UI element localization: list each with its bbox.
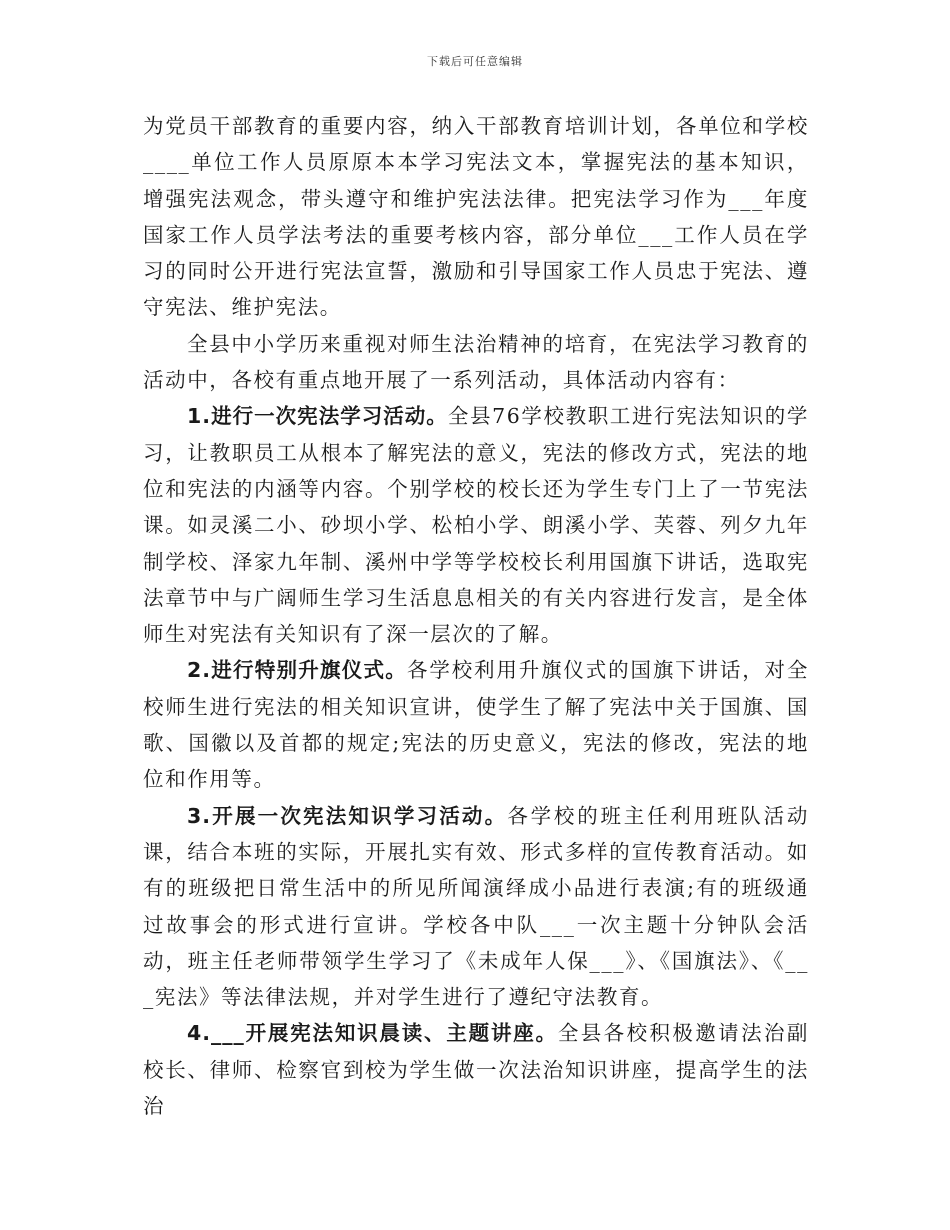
paragraph-text: 全县76学校教职工进行宪法知识的学习，让教职员工从根本了解宪法的意义，宪法的修改方式，宪法的地位和宪法的内涵等内容。个别学校的校长还为学生专门上了一节宪法课。如灵溪二小、砂坝小学、松柏小学、朗溪小学、芙蓉、列夕九年制学校、泽家九年制、溪州中学等学校校长利用国旗下讲话，选取宪法章节中与广阔师生学习生活息息相关的有关内容进行发言，是全体师生对宪法有关知识有了深一层次的了解。 [143,404,809,647]
paragraph-text: 全县中小学历来重视对师生法治精神的培育，在宪法学习教育的活动中，各校有重点地开展了一系列活动，具体活动内容有： [143,331,809,393]
paragraph-text: 为党员干部教育的重要内容，纳入干部教育培训计划，各单位和学校____单位工作人员原原本本学习宪法文本，掌握宪法的基本知识，增强宪法观念，带头遵守和维护宪法法律。把宪法学习作为___年度国家工作人员学法考法的重要考核内容，部分单位___工作人员在学习的同时公开进行宪法宣誓，激励和引导国家工作人员忠于宪法、遵守宪法、维护宪法。 [143,114,809,320]
activity-heading: 3.开展一次宪法知识学习活动。 [187,803,508,828]
activity-heading: 4.___开展宪法知识晨读、主题讲座。 [187,1021,558,1046]
document-body [143,108,809,1124]
paragraph-text: 全县各校积极邀请法治副校长、律师、检察官到校为学生做一次法治知识讲座，提高学生的法治 [143,1021,809,1119]
paragraph-activity-1 [143,398,809,652]
paragraph-intro-continued [143,108,809,326]
page-header: 下载后可任意编辑 [427,55,523,68]
activity-heading: 2.进行特别升旗仪式。 [187,658,408,683]
paragraph-activity-2 [143,652,809,797]
paragraph-text: 各学校利用升旗仪式的国旗下讲话，对全校师生进行宪法的相关知识宣讲，使学生了解了宪法中关于国旗、国歌、国徽以及首都的规定;宪法的历史意义，宪法的修改，宪法的地位和作用等。 [143,658,809,792]
paragraph-text: 各学校的班主任利用班队活动课，结合本班的实际，开展扎实有效、形式多样的宣传教育活动。如有的班级把日常生活中的所见所闻演绎成小品进行表演;有的班级通过故事会的形式进行宣讲。学校各中队___一次主题十分钟队会活动，班主任老师带领学生学习了《未成年人保___》、《国旗法》、《___宪法》等法律法规，并对学生进行了遵纪守法教育。 [143,803,809,1010]
paragraph-activity-4 [143,1015,809,1124]
activity-heading: 1.进行一次宪法学习活动。 [187,404,448,429]
paragraph-overview [143,326,809,399]
paragraph-activity-3 [143,798,809,1016]
